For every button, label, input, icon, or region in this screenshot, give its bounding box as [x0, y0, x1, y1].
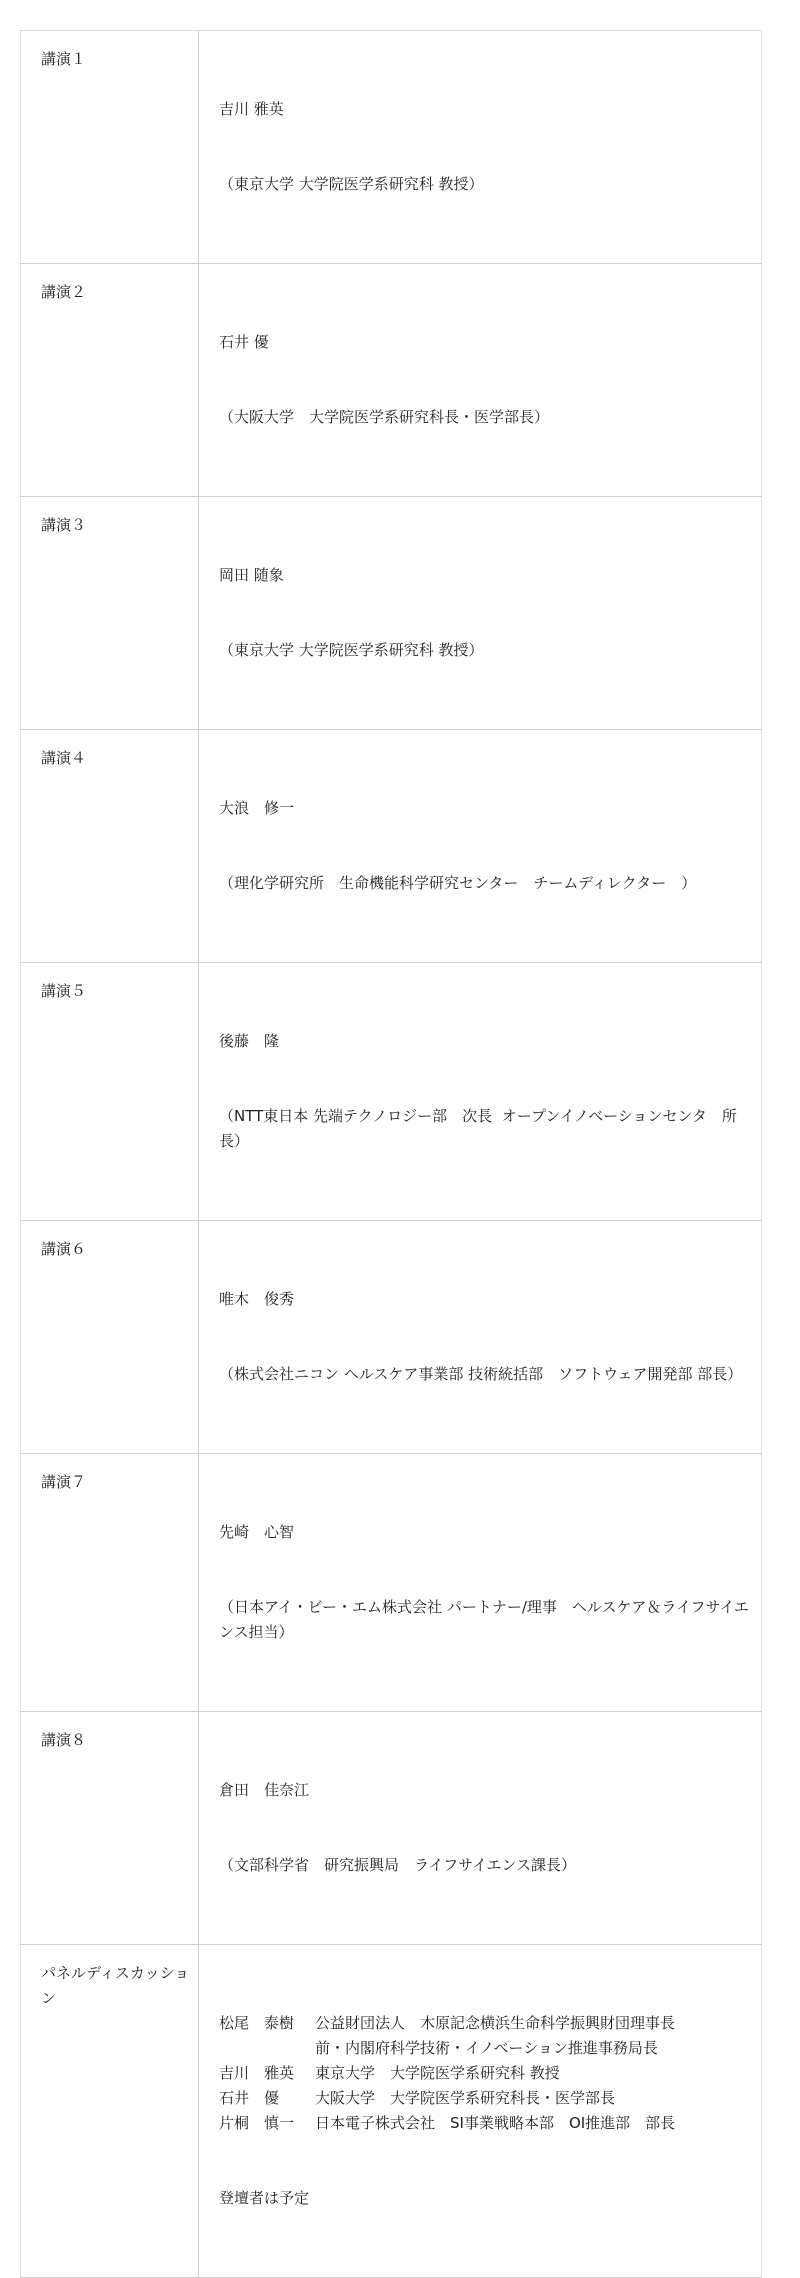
program-table — [20, 30, 762, 2278]
panel-member-name: 片桐 慎一 — [219, 2114, 295, 2132]
session-label: 講演１ — [21, 31, 199, 264]
table-row — [21, 264, 762, 497]
panel-member-name — [219, 2036, 315, 2061]
speaker-affiliation: （株式会社ニコン ヘルスケア事業部 技術統括部 ソフトウェア開発部 部長） — [219, 1365, 743, 1383]
panel-member-role: 前・内閣府科学技術・イノベーション推進事務局長 — [315, 2039, 658, 2057]
table-row — [21, 1945, 762, 2278]
session-content — [199, 264, 762, 497]
session-label: 講演３ — [21, 497, 199, 730]
speaker-name: 倉田 佳奈江 — [219, 1781, 310, 1799]
table-row — [21, 497, 762, 730]
panel-member-role: 公益財団法人 木原記念横浜生命科学振興財団理事長 — [315, 2014, 676, 2032]
speaker-affiliation: （東京大学 大学院医学系研究科 教授） — [219, 175, 484, 193]
panel-member-role: 大阪大学 大学院医学系研究科長・医学部長 — [315, 2089, 616, 2107]
table-row — [21, 1712, 762, 1945]
session-content — [199, 730, 762, 963]
table-row — [21, 1221, 762, 1454]
session-content — [199, 1221, 762, 1454]
speaker-affiliation: （理化学研究所 生命機能科学研究センター チームディレクター ） — [219, 874, 697, 892]
panel-member-role: 東京大学 大学院医学系研究科 教授 — [315, 2064, 560, 2082]
speaker-affiliation: （大阪大学 大学院医学系研究科長・医学部長） — [219, 408, 550, 426]
program-table-container — [20, 30, 762, 2278]
speaker-name: 石井 優 — [219, 333, 269, 351]
session-content — [199, 1454, 762, 1712]
session-content — [199, 963, 762, 1221]
panel-note: 登壇者は予定 — [219, 2189, 310, 2207]
table-row — [21, 730, 762, 963]
speaker-name: 大浪 修一 — [219, 799, 295, 817]
session-content — [199, 1712, 762, 1945]
speaker-affiliation: （東京大学 大学院医学系研究科 教授） — [219, 641, 484, 659]
session-label: 講演８ — [21, 1712, 199, 1945]
session-label: 講演５ — [21, 963, 199, 1221]
speaker-affiliation: （NTT東日本 先端テクノロジー部 次長 オープンイノベーションセンタ 所長） — [219, 1107, 737, 1150]
speaker-affiliation: （文部科学省 研究振興局 ライフサイエンス課長） — [219, 1856, 577, 1874]
panel-member-name: 石井 優 — [219, 2089, 280, 2107]
table-row — [21, 1454, 762, 1712]
session-content — [199, 31, 762, 264]
panel-member-name: 吉川 雅英 — [219, 2064, 295, 2082]
panel-members — [219, 2011, 753, 2136]
session-label: 講演７ — [21, 1454, 199, 1712]
panel-content — [199, 1945, 762, 2278]
speaker-name: 吉川 雅英 — [219, 100, 284, 118]
speaker-name: 後藤 隆 — [219, 1032, 280, 1050]
speaker-name: 先崎 心智 — [219, 1523, 295, 1541]
table-row — [21, 31, 762, 264]
panel-member-name: 松尾 泰樹 — [219, 2014, 295, 2032]
session-label: 講演４ — [21, 730, 199, 963]
session-label: 講演６ — [21, 1221, 199, 1454]
table-row — [21, 963, 762, 1221]
speaker-name: 唯木 俊秀 — [219, 1290, 295, 1308]
panel-member-role: 日本電子株式会社 SI事業戦略本部 OI推進部 部長 — [315, 2114, 676, 2132]
speaker-affiliation: （日本アイ・ビー・エム株式会社 パートナー/理事 ヘルスケア＆ライフサイエンス担当） — [219, 1598, 749, 1641]
session-label: 講演２ — [21, 264, 199, 497]
panel-label: パネルディスカッション — [21, 1945, 199, 2278]
speaker-name: 岡田 随象 — [219, 566, 284, 584]
session-content — [199, 497, 762, 730]
